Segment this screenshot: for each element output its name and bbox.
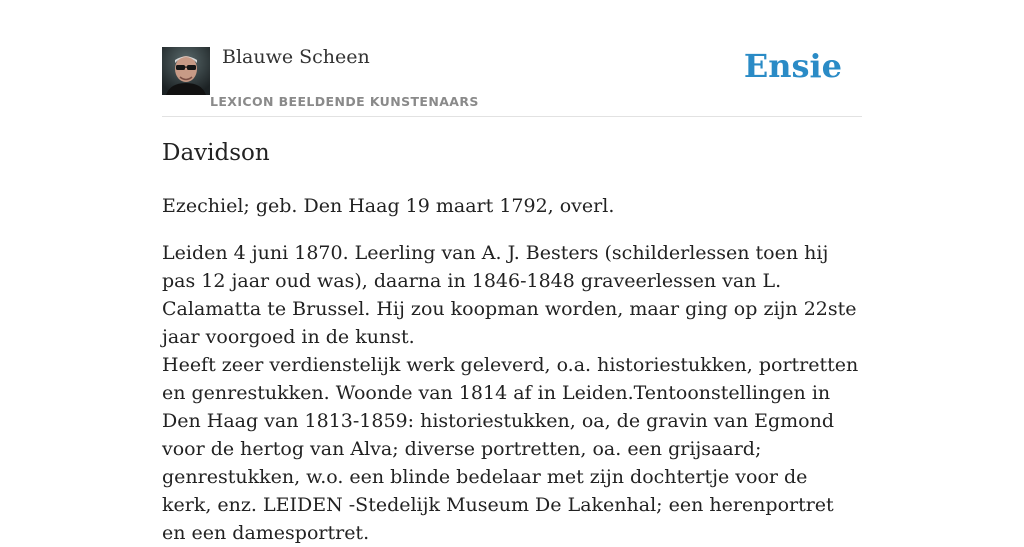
article-header xyxy=(162,0,862,117)
article-paragraph-3: Heeft zeer verdienstelijk werk geleverd, o.a. historiestukken, portretten en genrestukken. Woonde van 1814 af in Leiden.Tentoonstellingen in Den Haag van 1813-1859: historiestukken, oa, de gravin van Egmond voor de hertog van Alva; diverse portretten, oa. een grijsaard; genrestukken, w.o. een blinde bedelaar met zijn dochtertje voor de kerk, enz. LEIDEN -Stedelijk Museum De Lakenhal; een herenportret en een damesportret. xyxy=(162,354,859,544)
article-title: Davidson xyxy=(162,140,270,166)
article-paragraph-1: Ezechiel; geb. Den Haag 19 maart 1792, overl. xyxy=(162,195,615,217)
article-paragraph-2: Leiden 4 juni 1870. Leerling van A. J. Besters (schilderlessen toen hij pas 12 jaar oud was), daarna in 1846-1848 graveerlessen van L. Calamatta te Brussel. Hij zou koopman worden, maar ging op zijn 22ste jaar voorgoed in de kunst. xyxy=(162,242,857,348)
author-avatar[interactable] xyxy=(162,47,210,95)
avatar-photo-icon xyxy=(162,47,210,95)
author-name-link[interactable]: Blauwe Scheen xyxy=(222,46,370,68)
collection-link[interactable]: LEXICON BEELDENDE KUNSTENAARS xyxy=(210,94,479,109)
ensie-logo[interactable]: Ensie xyxy=(743,47,842,85)
article-page xyxy=(162,0,862,544)
